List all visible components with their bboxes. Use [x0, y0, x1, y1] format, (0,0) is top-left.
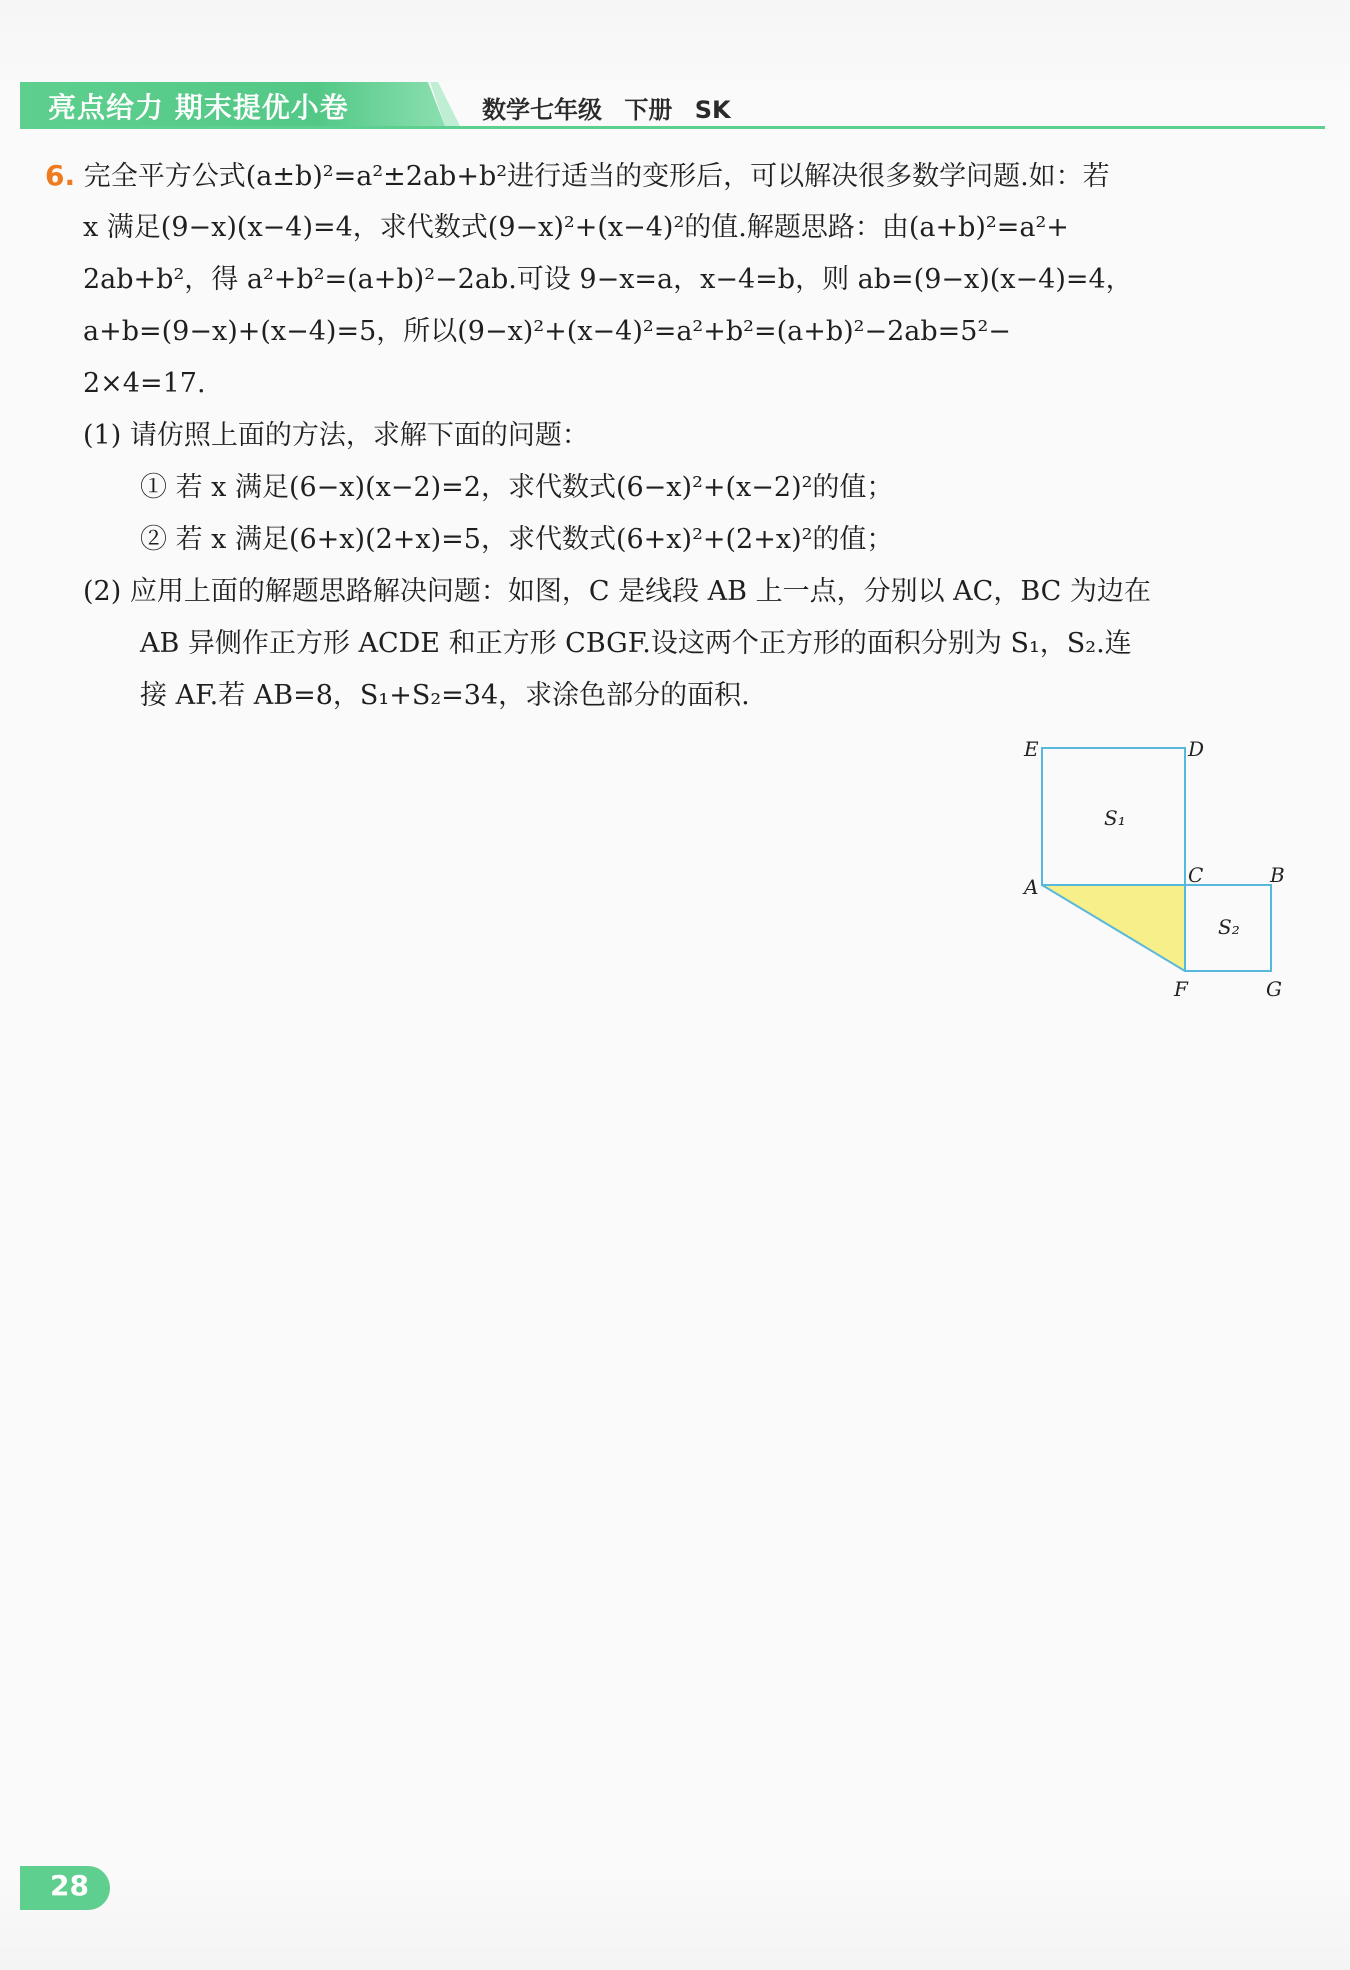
label-a: A — [1024, 875, 1039, 899]
part1-heading — [83, 410, 589, 462]
part2-label: (2) — [83, 576, 122, 607]
part2-line-1 — [83, 566, 1151, 618]
problem-line-1 — [45, 150, 1110, 203]
problem-line-4: a+b=(9−x)+(x−4)=5，所以(9−x)²+(x−4)²=a²+b²=(a+b)²−2ab=5²− — [83, 316, 1011, 347]
label-s2: S₂ — [1218, 915, 1240, 939]
part1-text: 请仿照上面的方法，求解下面的问题： — [129, 420, 589, 451]
part1-label: (1) — [83, 420, 122, 451]
part2-line-3: 接 AF.若 AB=8，S₁+S₂=34，求涂色部分的面积. — [140, 680, 750, 711]
series-title: 亮点给力 期末提优小卷 — [48, 91, 349, 124]
page-number: 28 — [50, 1869, 89, 1902]
part1-item-2: ② 若 x 满足(6+x)(2+x)=5，求代数式(6+x)²+(2+x)²的值； — [140, 524, 894, 555]
part1-item-1: ① 若 x 满足(6−x)(x−2)=2，求代数式(6−x)²+(x−2)²的值； — [140, 472, 894, 503]
label-e: E — [1024, 737, 1039, 761]
page-header — [20, 80, 1325, 132]
label-s1: S₁ — [1104, 806, 1126, 830]
header-divider — [20, 126, 1325, 129]
label-g: G — [1266, 977, 1282, 1001]
squares-diagram — [1010, 728, 1310, 1008]
geometry-figure — [1010, 728, 1310, 1008]
part2-line-2: AB 异侧作正方形 ACDE 和正方形 CBGF.设这两个正方形的面积分别为 S₁，S₂.连 — [140, 628, 1132, 659]
label-d: D — [1188, 737, 1205, 761]
part2-text: 应用上面的解题思路解决问题：如图，C 是线段 AB 上一点，分别以 AC，BC 为边在 — [129, 576, 1151, 607]
label-c: C — [1188, 863, 1204, 887]
label-b: B — [1270, 863, 1285, 887]
book-info: 数学七年级 下册 SK — [482, 96, 731, 124]
problem-line-3: 2ab+b²，得 a²+b²=(a+b)²−2ab.可设 9−x=a，x−4=b，则 ab=(9−x)(x−4)=4， — [83, 264, 1133, 295]
problem-text: 完全平方公式(a±b)²=a²±2ab+b²进行适当的变形后，可以解决很多数学问题.如：若 — [83, 161, 1110, 192]
problem-line-5: 2×4=17. — [83, 368, 206, 399]
label-f: F — [1174, 977, 1188, 1001]
problem-line-2: x 满足(9−x)(x−4)=4，求代数式(9−x)²+(x−4)²的值.解题思路：由(a+b)²=a²+ — [83, 212, 1069, 243]
problem-number: 6. — [45, 159, 76, 192]
